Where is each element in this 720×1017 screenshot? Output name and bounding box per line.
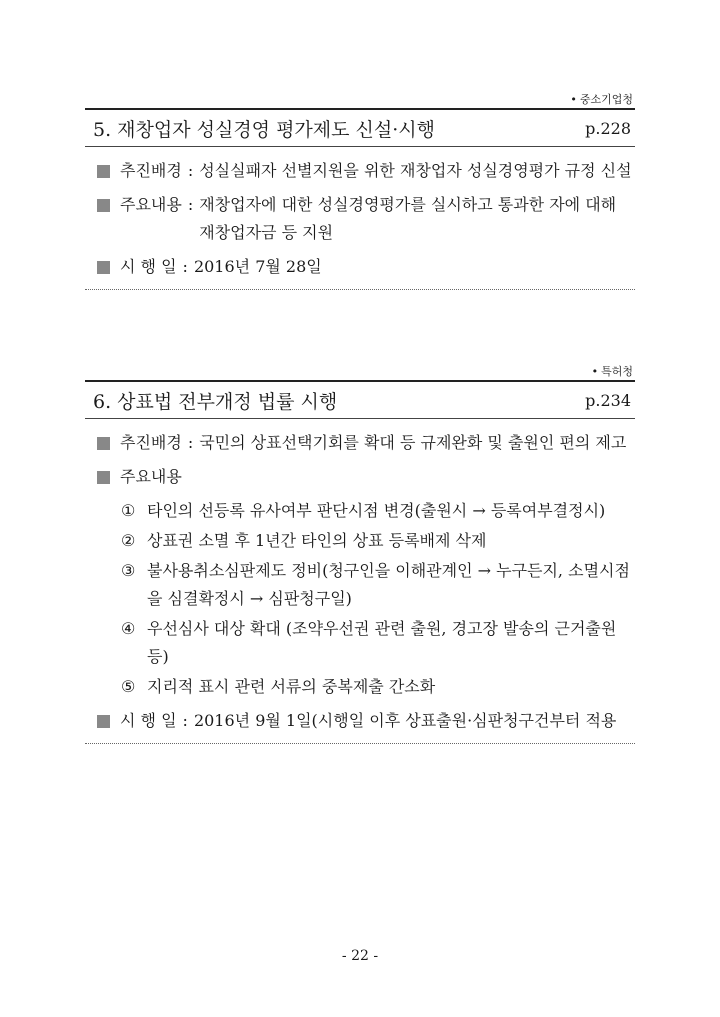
bullet-item: 추진배경 : 국민의 상표선택기회를 확대 등 규제완화 및 출원인 편의 제고 [85,429,635,457]
section-title-bar [85,108,635,147]
bullet-item: 시 행 일 : 2016년 7월 28일 [85,253,635,281]
sub-item-list [85,497,635,701]
bullet-item: 주요내용 [85,463,635,491]
list-item: ① 타인의 선등록 유사여부 판단시점 변경(출원시 → 등록여부결정시) [121,501,606,520]
square-bullet-icon [97,199,110,212]
bullet-item: 추진배경 : 성실실패자 선별지원을 위한 재창업자 성실경영평가 규정 신설 [85,157,635,185]
section-6 [85,364,635,744]
square-bullet-icon [97,715,110,728]
agency-label: • 중소기업청 [570,93,633,106]
list-item: ③ 불사용취소심판제도 정비(청구인을 이해관계인 → 누구든지, 소멸시점을 심결확정시 → 심판청구일) [121,561,630,608]
section-title-bar [85,380,635,419]
square-bullet-icon [97,437,110,450]
section-title: 6. 상표법 전부개정 법률 시행 [93,390,338,413]
list-item: ④ 우선심사 대상 확대 (조약우선권 관련 출원, 경고장 발송의 근거출원 등) [121,619,617,666]
page-reference: p.234 [585,390,631,410]
square-bullet-icon [97,471,110,484]
dotted-divider [85,743,635,744]
dotted-divider [85,289,635,290]
bullet-item: 시 행 일 : 2016년 9월 1일(시행일 이후 상표출원·심판청구건부터 적용 [85,707,635,735]
section-5 [85,92,635,290]
section-title: 5. 재창업자 성실경영 평가제도 신설·시행 [93,118,435,141]
bullet-item: 주요내용 : 재창업자에 대한 성실경영평가를 실시하고 통과한 자에 대해 재창업자금 등 지원 [85,191,635,247]
square-bullet-icon [97,165,110,178]
page-reference: p.228 [585,118,631,138]
page-number: - 22 - [341,948,379,964]
list-item: ⑤ 지리적 표시 관련 서류의 중복제출 간소화 [121,677,436,696]
agency-label: • 특허청 [591,365,633,378]
square-bullet-icon [97,261,110,274]
list-item: ② 상표권 소멸 후 1년간 타인의 상표 등록배제 삭제 [121,531,487,550]
